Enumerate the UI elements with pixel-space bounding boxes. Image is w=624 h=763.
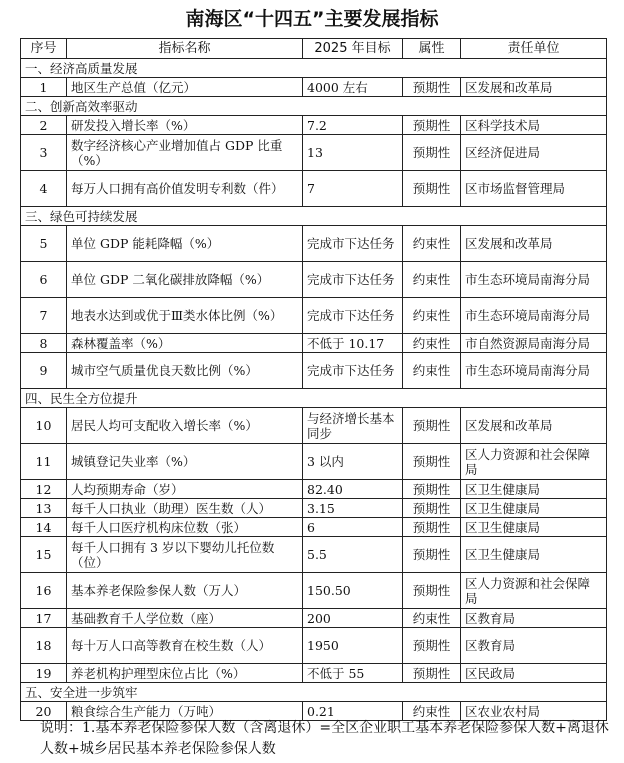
section-row <box>21 59 607 78</box>
section-title: 四、民生全方位提升 <box>21 389 607 408</box>
cell-attribute: 预期性 <box>403 78 461 97</box>
cell-attribute: 预期性 <box>403 518 461 537</box>
table-row <box>21 573 607 609</box>
table-row <box>21 334 607 353</box>
cell-indicator-name: 数字经济核心产业增加值占 GDP 比重（%） <box>67 135 303 171</box>
table-row <box>21 135 607 171</box>
cell-attribute: 预期性 <box>403 171 461 207</box>
table-row <box>21 518 607 537</box>
cell-target: 完成市下达任务 <box>303 262 403 298</box>
cell-attribute: 预期性 <box>403 480 461 499</box>
page-title: 南海区“十四五”主要发展指标 <box>185 8 439 30</box>
cell-attribute: 预期性 <box>403 537 461 573</box>
table-row <box>21 262 607 298</box>
cell-indicator-name: 地区生产总值（亿元） <box>67 78 303 97</box>
cell-number: 16 <box>21 573 67 609</box>
cell-indicator-name: 基本养老保险参保人数（万人） <box>67 573 303 609</box>
cell-indicator-name: 城市空气质量优良天数比例（%） <box>67 353 303 389</box>
header-number: 序号 <box>21 39 67 59</box>
cell-target: 6 <box>303 518 403 537</box>
cell-attribute: 约束性 <box>403 353 461 389</box>
table-row <box>21 628 607 664</box>
cell-indicator-name: 养老机构护理型床位占比（%） <box>67 664 303 683</box>
cell-attribute: 预期性 <box>403 499 461 518</box>
section-title: 二、创新高效率驱动 <box>21 97 607 116</box>
cell-number: 17 <box>21 609 67 628</box>
header-indicator-name: 指标名称 <box>67 39 303 59</box>
table-row <box>21 609 607 628</box>
table-row <box>21 537 607 573</box>
cell-indicator-name: 居民人均可支配收入增长率（%） <box>67 408 303 444</box>
cell-target: 5.5 <box>303 537 403 573</box>
cell-responsible-unit: 区卫生健康局 <box>461 499 607 518</box>
footnote: 说明：1.基本养老保险参保人数（含离退休）=全区企业职工基本养老保险参保人数+离退休人数+城乡居民基本养老保险参保人数 <box>40 720 609 757</box>
cell-target: 150.50 <box>303 573 403 609</box>
cell-indicator-name: 每十万人口高等教育在校生数（人） <box>67 628 303 664</box>
cell-number: 11 <box>21 444 67 480</box>
cell-responsible-unit: 区民政局 <box>461 664 607 683</box>
cell-target: 完成市下达任务 <box>303 226 403 262</box>
table-header-row <box>21 39 607 59</box>
cell-number: 12 <box>21 480 67 499</box>
cell-attribute: 预期性 <box>403 408 461 444</box>
cell-responsible-unit: 区发展和改革局 <box>461 78 607 97</box>
cell-number: 9 <box>21 353 67 389</box>
cell-target: 不低于 55 <box>303 664 403 683</box>
cell-target: 3.15 <box>303 499 403 518</box>
cell-indicator-name: 研发投入增长率（%） <box>67 116 303 135</box>
cell-target: 7 <box>303 171 403 207</box>
cell-indicator-name: 每万人口拥有高价值发明专利数（件） <box>67 171 303 207</box>
cell-number: 19 <box>21 664 67 683</box>
cell-number: 6 <box>21 262 67 298</box>
header-attribute: 属性 <box>403 39 461 59</box>
section-row <box>21 389 607 408</box>
cell-responsible-unit: 区人力资源和社会保障局 <box>461 444 607 480</box>
cell-attribute: 预期性 <box>403 628 461 664</box>
section-row <box>21 207 607 226</box>
section-title: 五、安全进一步筑牢 <box>21 683 607 702</box>
cell-number: 13 <box>21 499 67 518</box>
cell-attribute: 预期性 <box>403 116 461 135</box>
cell-responsible-unit: 区发展和改革局 <box>461 408 607 444</box>
table-row <box>21 116 607 135</box>
header-responsible-unit: 责任单位 <box>461 39 607 59</box>
table-row <box>21 499 607 518</box>
cell-number: 1 <box>21 78 67 97</box>
cell-attribute: 约束性 <box>403 334 461 353</box>
table-row <box>21 353 607 389</box>
cell-target: 200 <box>303 609 403 628</box>
cell-indicator-name: 单位 GDP 二氧化碳排放降幅（%） <box>67 262 303 298</box>
cell-number: 3 <box>21 135 67 171</box>
cell-number: 8 <box>21 334 67 353</box>
cell-indicator-name: 人均预期寿命（岁） <box>67 480 303 499</box>
cell-responsible-unit: 区卫生健康局 <box>461 518 607 537</box>
cell-responsible-unit: 区教育局 <box>461 609 607 628</box>
cell-attribute: 约束性 <box>403 702 461 721</box>
table-row <box>21 444 607 480</box>
cell-target: 7.2 <box>303 116 403 135</box>
cell-indicator-name: 城镇登记失业率（%） <box>67 444 303 480</box>
cell-number: 2 <box>21 116 67 135</box>
cell-number: 15 <box>21 537 67 573</box>
table-row <box>21 298 607 334</box>
cell-attribute: 预期性 <box>403 135 461 171</box>
cell-responsible-unit: 区人力资源和社会保障局 <box>461 573 607 609</box>
cell-indicator-name: 基础教育千人学位数（座） <box>67 609 303 628</box>
cell-attribute: 约束性 <box>403 298 461 334</box>
cell-target: 4000 左右 <box>303 78 403 97</box>
cell-responsible-unit: 区市场监督管理局 <box>461 171 607 207</box>
cell-number: 20 <box>21 702 67 721</box>
cell-responsible-unit: 区农业农村局 <box>461 702 607 721</box>
cell-indicator-name: 森林覆盖率（%） <box>67 334 303 353</box>
table-row <box>21 78 607 97</box>
section-title: 三、绿色可持续发展 <box>21 207 607 226</box>
table-row <box>21 480 607 499</box>
cell-attribute: 预期性 <box>403 444 461 480</box>
cell-target: 3 以内 <box>303 444 403 480</box>
cell-indicator-name: 每千人口拥有 3 岁以下婴幼儿托位数（位） <box>67 537 303 573</box>
section-row <box>21 683 607 702</box>
cell-target: 82.40 <box>303 480 403 499</box>
header-target-2025: 2025 年目标 <box>303 39 403 59</box>
section-row <box>21 97 607 116</box>
table-row <box>21 226 607 262</box>
cell-number: 7 <box>21 298 67 334</box>
indicator-table <box>20 38 607 721</box>
cell-attribute: 预期性 <box>403 664 461 683</box>
cell-target: 与经济增长基本同步 <box>303 408 403 444</box>
table-row <box>21 171 607 207</box>
cell-number: 18 <box>21 628 67 664</box>
cell-target: 不低于 10.17 <box>303 334 403 353</box>
cell-responsible-unit: 区卫生健康局 <box>461 480 607 499</box>
cell-target: 0.21 <box>303 702 403 721</box>
cell-indicator-name: 单位 GDP 能耗降幅（%） <box>67 226 303 262</box>
cell-responsible-unit: 区卫生健康局 <box>461 537 607 573</box>
cell-indicator-name: 地表水达到或优于Ⅲ类水体比例（%） <box>67 298 303 334</box>
cell-target: 完成市下达任务 <box>303 353 403 389</box>
cell-responsible-unit: 区教育局 <box>461 628 607 664</box>
cell-responsible-unit: 区发展和改革局 <box>461 226 607 262</box>
cell-attribute: 预期性 <box>403 573 461 609</box>
cell-indicator-name: 粮食综合生产能力（万吨） <box>67 702 303 721</box>
cell-indicator-name: 每千人口医疗机构床位数（张） <box>67 518 303 537</box>
cell-number: 14 <box>21 518 67 537</box>
cell-attribute: 约束性 <box>403 226 461 262</box>
cell-number: 10 <box>21 408 67 444</box>
cell-responsible-unit: 区经济促进局 <box>461 135 607 171</box>
cell-responsible-unit: 市生态环境局南海分局 <box>461 298 607 334</box>
cell-indicator-name: 每千人口执业（助理）医生数（人） <box>67 499 303 518</box>
cell-responsible-unit: 市生态环境局南海分局 <box>461 353 607 389</box>
table-body <box>21 59 607 721</box>
cell-attribute: 约束性 <box>403 609 461 628</box>
cell-responsible-unit: 市生态环境局南海分局 <box>461 262 607 298</box>
cell-responsible-unit: 市自然资源局南海分局 <box>461 334 607 353</box>
cell-responsible-unit: 区科学技术局 <box>461 116 607 135</box>
cell-number: 5 <box>21 226 67 262</box>
section-title: 一、经济高质量发展 <box>21 59 607 78</box>
cell-target: 13 <box>303 135 403 171</box>
cell-number: 4 <box>21 171 67 207</box>
cell-target: 完成市下达任务 <box>303 298 403 334</box>
table-row <box>21 664 607 683</box>
table-row <box>21 408 607 444</box>
cell-target: 1950 <box>303 628 403 664</box>
cell-attribute: 约束性 <box>403 262 461 298</box>
